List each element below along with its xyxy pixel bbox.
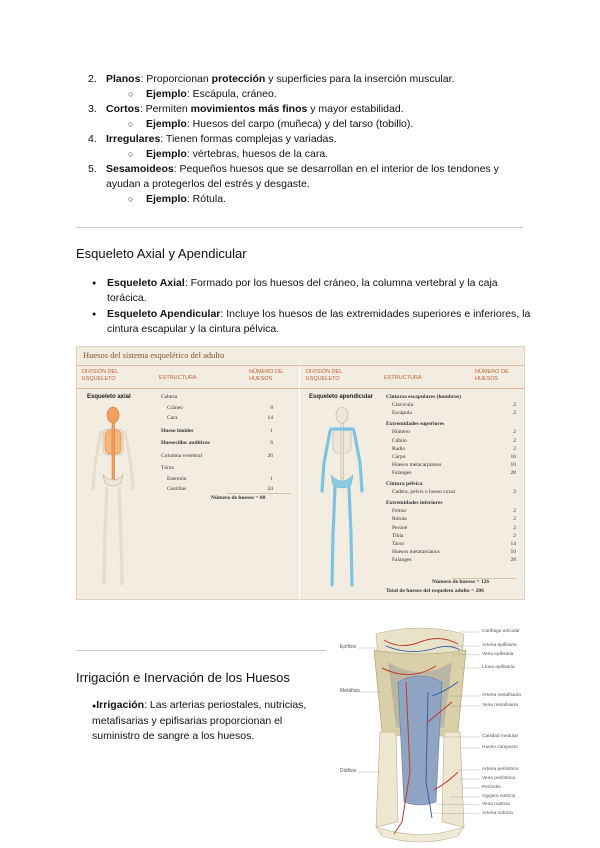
list-text-post: y mayor estabilidad. [307, 103, 404, 115]
header-numero-2: NÚMERO DE HUESOS [475, 369, 509, 382]
header-division: DIVISIÓN DEL ESQUELETO [82, 369, 119, 382]
table-row-name: Falanges [392, 556, 412, 563]
example-label: Ejemplo [146, 193, 187, 205]
list-item [88, 102, 528, 117]
table-header [77, 365, 524, 389]
bone-region-label: Diáfisis [340, 768, 357, 774]
bone-label: Vena metafisaria [482, 703, 518, 708]
axial-sum-rule [227, 493, 291, 494]
bone-label: Arteria metafisaria [482, 693, 521, 698]
list-text: : Pequeños huesos que se desarrollan en el interior de los tendones y ayudan a protegerlos del estrés y desgaste. [106, 163, 499, 190]
list-number: 5. [88, 163, 97, 175]
axial-label: Esqueleto axial [87, 394, 131, 400]
skeleton-bones-table [76, 346, 525, 600]
table-column-divider [299, 365, 300, 601]
header-numero: NÚMERO DE HUESOS [249, 369, 283, 382]
table-row-name: Cara [167, 415, 178, 421]
list-term: Planos [106, 73, 141, 85]
table-row-value: 10 [510, 461, 516, 468]
table-row-value: 2 [513, 516, 516, 523]
table-row-value: 28 [510, 556, 516, 563]
list-number: 4. [88, 133, 97, 145]
example-label: Ejemplo [146, 88, 187, 100]
table-row-value: 2 [513, 410, 516, 417]
table-title: Huesos del sistema esquelético del adulto [83, 350, 225, 360]
table-row-name: Huesos metacarpianos [392, 461, 442, 468]
example-text: : Escápula, cráneo. [186, 88, 277, 100]
header-estructura-2: ESTRUCTURA [384, 375, 422, 381]
list-number: 2. [88, 73, 97, 85]
bone-label: Cartílago articular [482, 629, 520, 634]
table-row-name: Clavícula [392, 402, 414, 409]
list-term: Sesamoideos [106, 163, 174, 175]
table-row-value: 2 [513, 402, 516, 409]
table-row-name: Peroné [392, 524, 408, 531]
table-row-value: 2 [513, 508, 516, 515]
table-row-name: Hueso hioides [161, 427, 194, 434]
example-label: Ejemplo [146, 118, 187, 130]
header-estructura: ESTRUCTURA [159, 375, 197, 381]
table-row-value: 14 [510, 540, 516, 547]
table-row-value: 1 [270, 427, 273, 434]
table-row-name: Costillas [167, 486, 187, 492]
table-row-value: 8 [270, 404, 273, 411]
section-divider-2 [76, 650, 326, 651]
list-item [88, 72, 528, 87]
bone-label: Vena nutricia [482, 802, 510, 807]
table-row-value: 2 [513, 524, 516, 531]
bullet-item [92, 307, 532, 337]
apendicular-skeleton-illustration [317, 405, 367, 595]
bullet-icon: ● [92, 703, 97, 710]
example-text: : vértebras, huesos de la cara. [186, 148, 329, 160]
apend-total: Número de huesos = 126 [432, 579, 490, 585]
table-row-value: 2 [513, 429, 516, 436]
header-division-2: DIVISIÓN DEL ESQUELETO [306, 369, 343, 382]
table-row-value: 2 [513, 445, 516, 452]
table-row-name: Cintura pélvica [386, 481, 423, 487]
section-title-axial: Esqueleto Axial y Apendicular [76, 246, 247, 261]
table-row-name: Cúbito [392, 437, 407, 444]
irrigation-bullet-list [92, 698, 322, 744]
bullet-term: Esqueleto Apendicular [107, 308, 221, 320]
table-row-name: Cabeza [161, 394, 178, 400]
axial-bullet-list [92, 276, 532, 338]
table-row-value: 14 [267, 415, 273, 421]
table-row-value: 10 [510, 548, 516, 555]
list-item [88, 132, 528, 147]
table-row-value: 16 [510, 453, 516, 460]
bone-label: Arteria nutricia [482, 811, 513, 816]
axial-skeleton-illustration [89, 405, 137, 595]
table-row-value: 28 [510, 469, 516, 476]
list-number: 3. [88, 103, 97, 115]
list-text: : Tienen formas complejas y variadas. [160, 133, 337, 145]
table-row-name: Fémur [392, 508, 407, 515]
bullet-item [92, 276, 532, 306]
table-row-name: Cráneo [167, 404, 183, 411]
section-title-irrigacion: Irrigación e Inervación de los Huesos [76, 670, 290, 685]
table-row-value: 1 [270, 475, 273, 482]
example-item [88, 117, 528, 132]
table-row-name: Huesos metatarsianos [392, 548, 440, 555]
bullet-text: : Incluye los huesos de las extremidades superiores e inferiores, la cintura escapular y la cintura pélvica. [107, 308, 531, 335]
bullet-icon: ● [92, 280, 97, 287]
list-strong: movimientos más finos [190, 103, 308, 115]
bone-region-label: Metáfisis [340, 688, 360, 694]
list-item [88, 162, 528, 192]
table-row-name: Radio [392, 445, 406, 452]
bone-label: Línea epifisaria [482, 665, 515, 670]
bullet-text: : Las arterias periostales, nutricias, metafisarias y epifisarias proporcionan el suministro de sangre a los huesos. [92, 699, 307, 742]
example-item [88, 87, 528, 102]
bullet-term: Irrigación [96, 699, 145, 711]
table-row-value: 6 [270, 440, 273, 446]
table-row-value: 24 [267, 486, 273, 492]
circle-bullet-icon: ○ [128, 149, 134, 159]
table-row-name: Tarso [392, 540, 405, 547]
bone-label: Vena epifisaria [482, 652, 514, 657]
list-term: Irregulares [106, 133, 161, 145]
section-divider [76, 227, 523, 228]
table-row-value: 2 [513, 532, 516, 539]
bone-types-list [88, 72, 528, 207]
table-row-name: Carpo [392, 453, 406, 460]
table-row-value: 2 [513, 489, 516, 496]
bone-label: Arteria perióstica [482, 767, 518, 772]
bullet-text: : Formado por los huesos del cráneo, la columna vertebral y la caja torácica. [107, 277, 498, 304]
table-row-value: 2 [513, 437, 516, 444]
circle-bullet-icon: ○ [128, 119, 134, 129]
bone-vascular-figure [340, 622, 535, 848]
bullet-term: Esqueleto Axial [107, 277, 185, 289]
circle-bullet-icon: ○ [128, 194, 134, 204]
bone-label: Agujero nutricio [482, 794, 516, 799]
table-row-name: Escápula [392, 410, 412, 417]
example-text: : Huesos del carpo (muñeca) y del tarso (tobillo). [186, 118, 414, 130]
list-term: Cortos [106, 103, 140, 115]
circle-bullet-icon: ○ [128, 89, 134, 99]
bone-label: Vena perióstica [482, 776, 515, 781]
table-row-name: Cadera, pelvis o hueso coxal [392, 489, 456, 496]
bone-region-label: Epífisis [340, 644, 357, 650]
example-item [88, 192, 528, 207]
bullet-icon: ● [92, 311, 97, 318]
table-row-name: Húmero [392, 429, 411, 436]
example-item [88, 147, 528, 162]
list-text: : Permiten [139, 103, 191, 115]
bone-label: Cavidad medular [482, 734, 519, 739]
example-text: : Rótula. [186, 193, 226, 205]
table-row-name: Rótula [392, 516, 407, 523]
list-text-post: y superficies para la inserción muscular. [265, 73, 455, 85]
table-row-name: Huesecillos auditivos [161, 440, 211, 446]
table-row-name: Esternón [167, 475, 187, 482]
table-row-value: 26 [267, 452, 273, 459]
table-row-name: Extremidades superiores [386, 421, 445, 428]
apendicular-label: Esqueleto apendicular [309, 394, 374, 400]
grand-total: Total de huesos del esqueleto adulto = 206 [386, 588, 484, 594]
bone-label: Periostio [482, 785, 501, 790]
table-row-name: Columna vertebral [161, 452, 203, 459]
example-label: Ejemplo [146, 148, 187, 160]
table-row-name: Tibia [392, 532, 404, 539]
bone-label: Arteria epifisaria [482, 643, 517, 648]
table-row-name: Extremidades inferiores [386, 500, 443, 507]
list-text: : Proporcionan [140, 73, 212, 85]
table-row-name: Tórax [161, 465, 175, 471]
table-row-name: Falanges [392, 469, 412, 476]
bullet-item [92, 698, 322, 744]
table-row-name: Cinturas escapulares (hombros) [386, 394, 461, 400]
axial-total: Número de huesos = 80 [211, 495, 266, 501]
bone-label: Hueso compacto [482, 745, 518, 750]
list-strong: protección [211, 73, 266, 85]
